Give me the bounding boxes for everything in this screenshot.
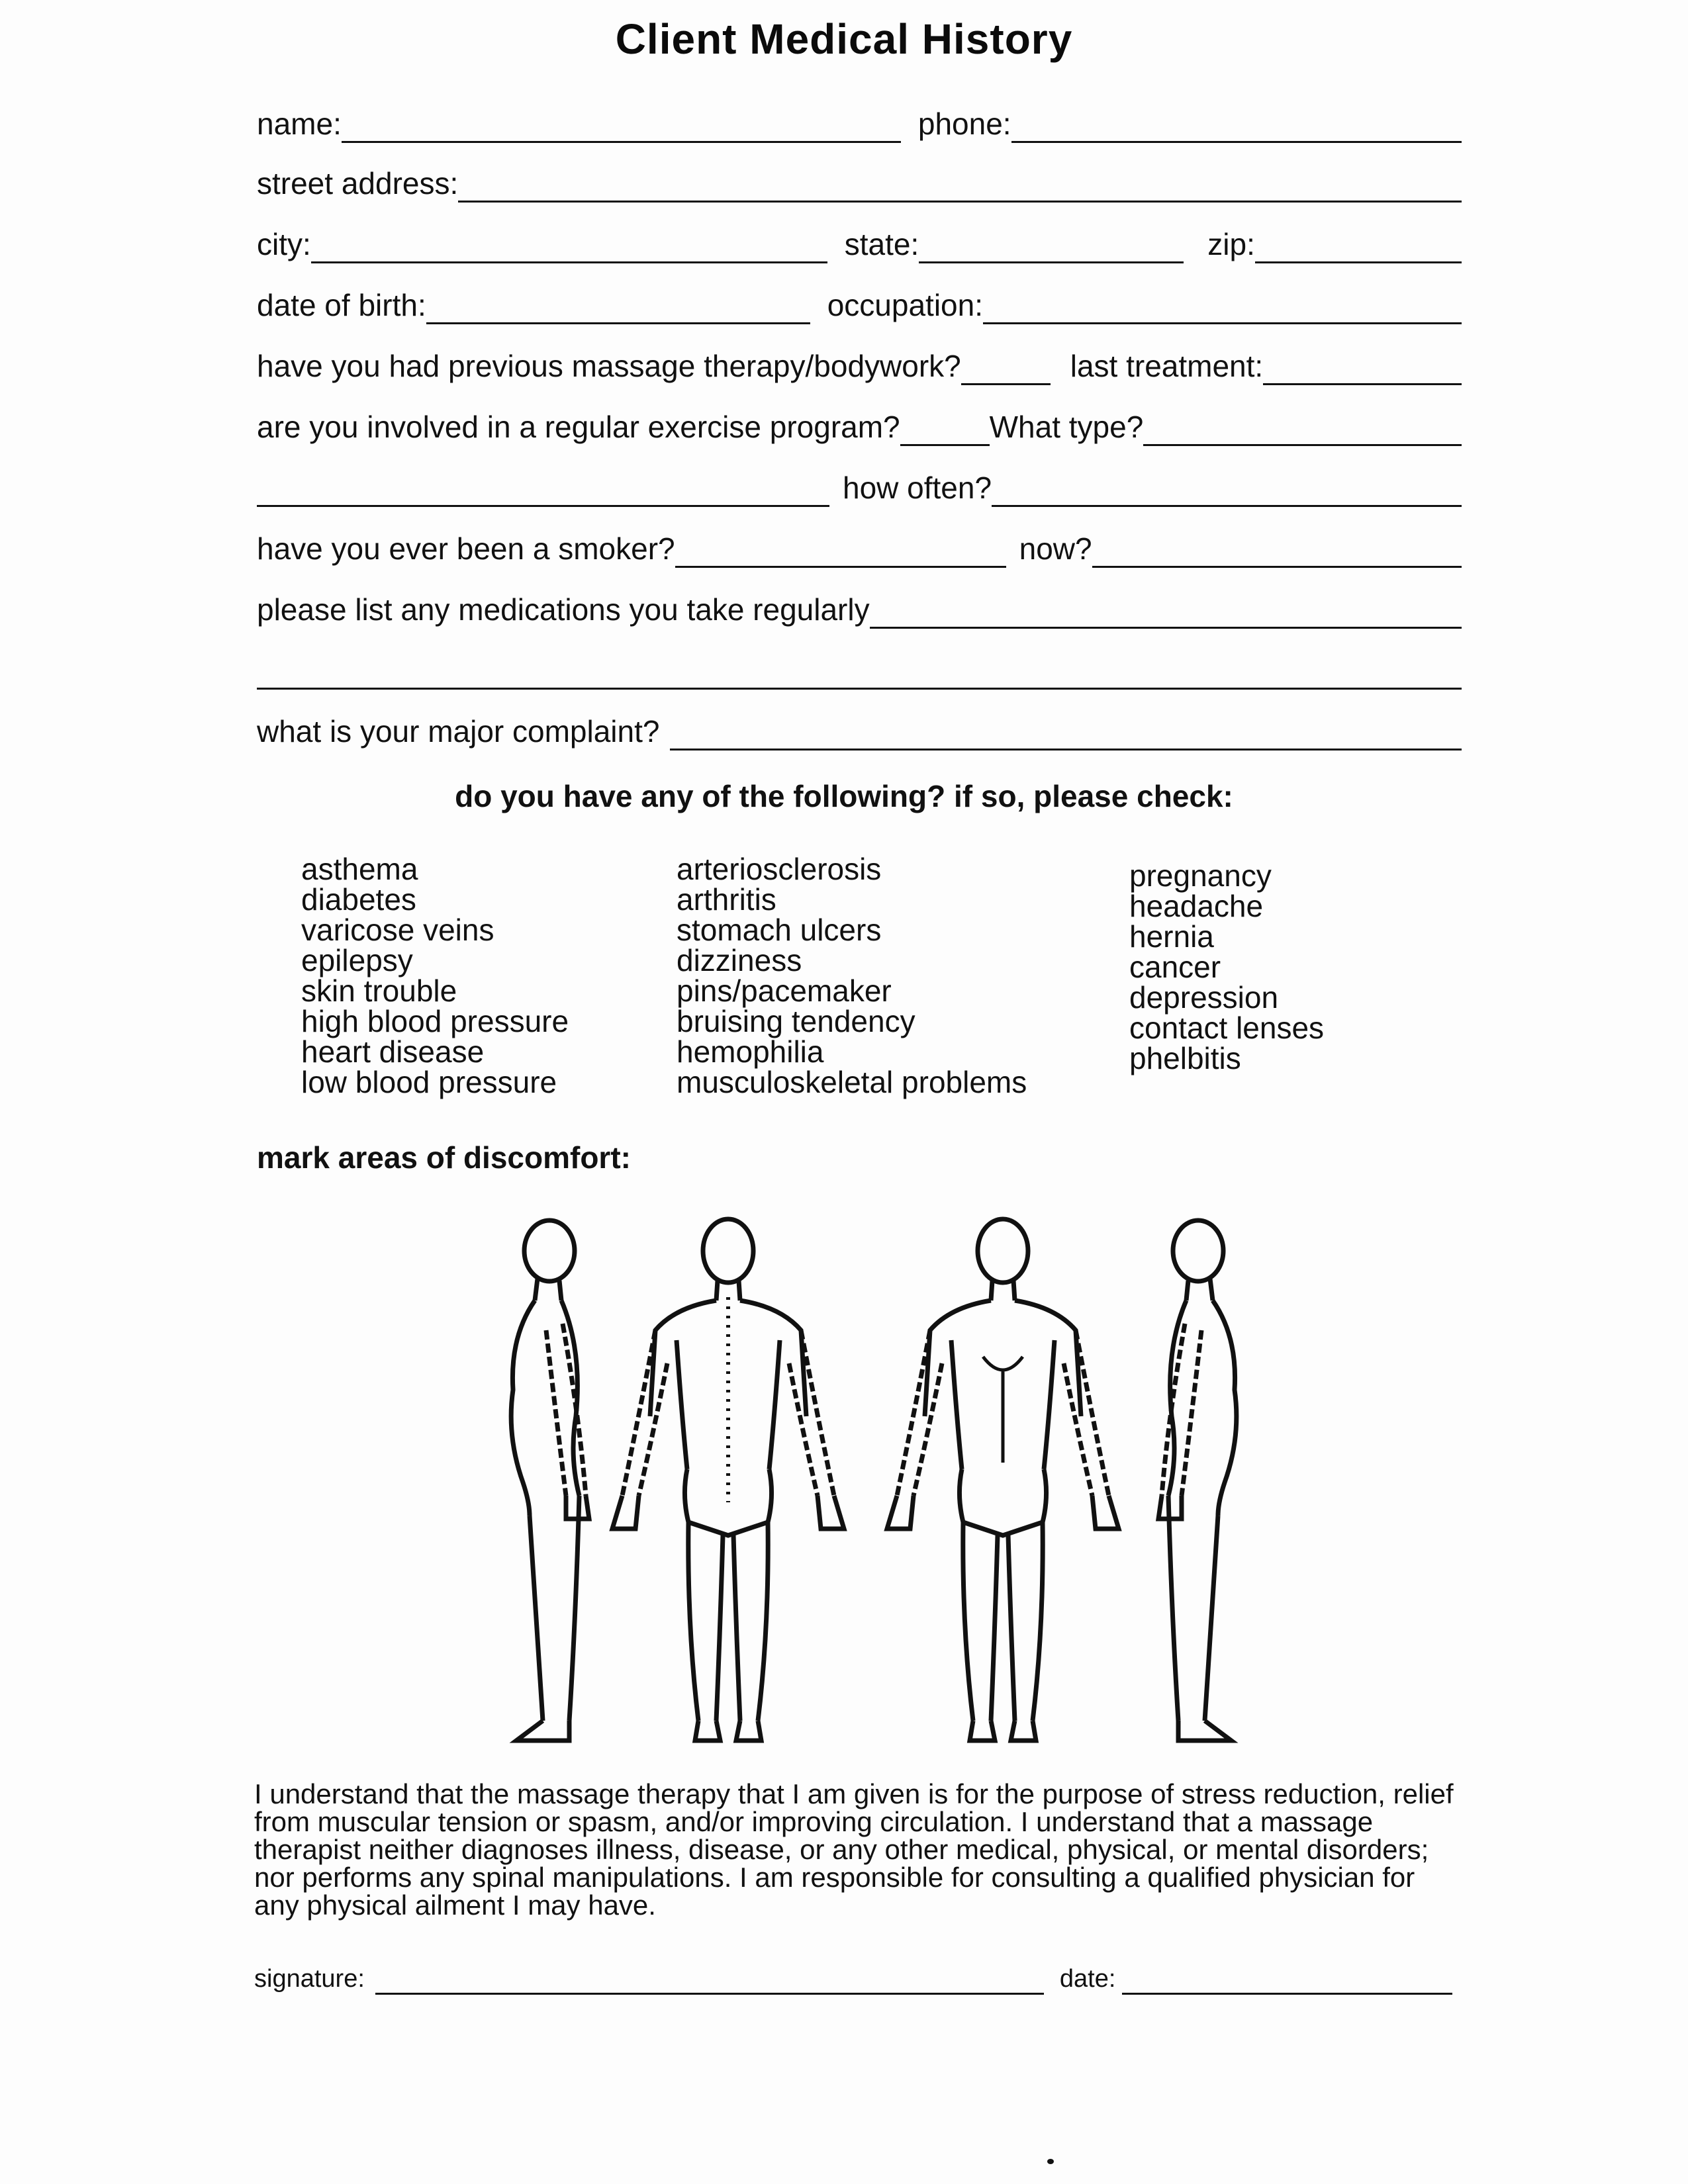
street-address-field[interactable] (458, 201, 1462, 203)
exercise-type-continued-field[interactable] (257, 505, 829, 507)
medications-continued-field[interactable] (257, 688, 1462, 690)
condition-item[interactable]: depression (1129, 980, 1279, 1015)
date-of-birth-field[interactable] (426, 322, 810, 324)
name-label: name: (257, 107, 342, 141)
major-complaint-label: what is your major complaint? (257, 714, 660, 749)
occupation-field[interactable] (983, 322, 1462, 324)
complaint-row (257, 707, 1462, 753)
exercise-program-field[interactable] (900, 444, 990, 446)
how-often-row (257, 463, 1462, 510)
conditions-heading: do you have any of the following? if so, please check: (455, 779, 1233, 813)
how-often-field[interactable] (992, 505, 1462, 507)
conditions-column-3 (1129, 860, 1324, 1073)
discomfort-heading: mark areas of discomfort: (257, 1140, 631, 1175)
dob-occupation-row (257, 281, 1462, 327)
condition-item[interactable]: cancer (1129, 950, 1221, 984)
phone-label: phone: (917, 107, 1011, 141)
condition-item[interactable]: arteriosclerosis (677, 852, 882, 886)
conditions-column-1 (301, 854, 569, 1097)
smoker-row (257, 524, 1462, 570)
condition-item[interactable]: hernia (1129, 919, 1214, 954)
how-often-label: how often? (843, 471, 992, 505)
smoker-label: have you ever been a smoker? (257, 531, 675, 566)
medications-continued-row (257, 646, 1462, 692)
signature-label: signature: (254, 1965, 365, 1993)
previous-massage-row (257, 341, 1462, 388)
condition-item[interactable]: varicose veins (301, 913, 494, 947)
city-label: city: (257, 227, 311, 261)
body-figure-side-left[interactable] (511, 1220, 589, 1741)
condition-item[interactable]: stomach ulcers (677, 913, 882, 947)
now-field[interactable] (1092, 566, 1462, 568)
previous-massage-label: have you had previous massage therapy/bodywork? (257, 349, 961, 383)
what-type-label: What type? (989, 410, 1144, 444)
body-figure-back[interactable] (612, 1219, 844, 1741)
form-title: Client Medical History (615, 15, 1073, 63)
body-figure-front[interactable] (887, 1219, 1119, 1741)
street-address-label: street address: (257, 166, 459, 201)
zip-field[interactable] (1255, 261, 1462, 263)
date-field[interactable] (1122, 1993, 1452, 1995)
state-label: state: (844, 227, 919, 261)
condition-item[interactable]: low blood pressure (301, 1065, 557, 1099)
condition-item[interactable]: diabetes (301, 882, 416, 917)
what-type-field[interactable] (1143, 444, 1462, 446)
condition-item[interactable]: high blood pressure (301, 1004, 569, 1038)
scan-speck (1047, 2159, 1054, 2164)
condition-item[interactable]: heart disease (301, 1034, 485, 1069)
exercise-row (257, 402, 1462, 449)
date-of-birth-label: date of birth: (257, 288, 426, 322)
medications-field[interactable] (870, 627, 1462, 629)
state-field[interactable] (919, 261, 1184, 263)
phone-field[interactable] (1011, 141, 1462, 143)
condition-item[interactable]: dizziness (677, 943, 802, 978)
condition-item[interactable]: headache (1129, 889, 1264, 923)
condition-item[interactable]: skin trouble (301, 974, 457, 1008)
body-figure-side-right[interactable] (1158, 1220, 1237, 1741)
condition-item[interactable]: epilepsy (301, 943, 413, 978)
date-label: date: (1059, 1965, 1116, 1993)
condition-item[interactable]: pregnancy (1129, 858, 1272, 893)
city-state-zip-row (257, 220, 1462, 266)
body-diagram[interactable] (450, 1211, 1311, 1754)
previous-massage-field[interactable] (961, 383, 1051, 385)
condition-item[interactable]: asthema (301, 852, 418, 886)
conditions-column-2 (677, 854, 1027, 1097)
consent-statement: I understand that the massage therapy that I am given is for the purpose of stress reduction, relief from muscular tension or spasm, and/or improving circulation. I understand that a massage therapist neither diagnoses illness, disease, or any other medical, physical, or mental disorders; nor performs any spinal manipulations. I am responsible for consulting a qualified physician for any physical ailment I may have. (254, 1778, 1454, 1921)
zip-label: zip: (1207, 227, 1255, 261)
condition-item[interactable]: pins/pacemaker (677, 974, 892, 1008)
major-complaint-field[interactable] (670, 749, 1462, 751)
condition-item[interactable]: contact lenses (1129, 1011, 1325, 1045)
name-field[interactable] (342, 141, 901, 143)
condition-item[interactable]: phelbitis (1129, 1041, 1241, 1075)
last-treatment-field[interactable] (1263, 383, 1462, 385)
condition-item[interactable]: musculoskeletal problems (677, 1065, 1027, 1099)
occupation-label: occupation: (827, 288, 983, 322)
city-field[interactable] (311, 261, 827, 263)
condition-item[interactable]: arthritis (677, 882, 776, 917)
condition-item[interactable]: hemophilia (677, 1034, 824, 1069)
last-treatment-label: last treatment: (1070, 349, 1264, 383)
condition-item[interactable]: bruising tendency (677, 1004, 915, 1038)
medications-row (257, 585, 1462, 631)
signature-row (254, 1958, 1452, 1997)
medications-label: please list any medications you take regularly (257, 592, 870, 627)
street-address-row (257, 159, 1462, 205)
name-phone-row (257, 99, 1462, 146)
now-label: now? (1019, 531, 1092, 566)
smoker-field[interactable] (675, 566, 1006, 568)
exercise-program-label: are you involved in a regular exercise program? (257, 410, 900, 444)
signature-field[interactable] (375, 1993, 1044, 1995)
